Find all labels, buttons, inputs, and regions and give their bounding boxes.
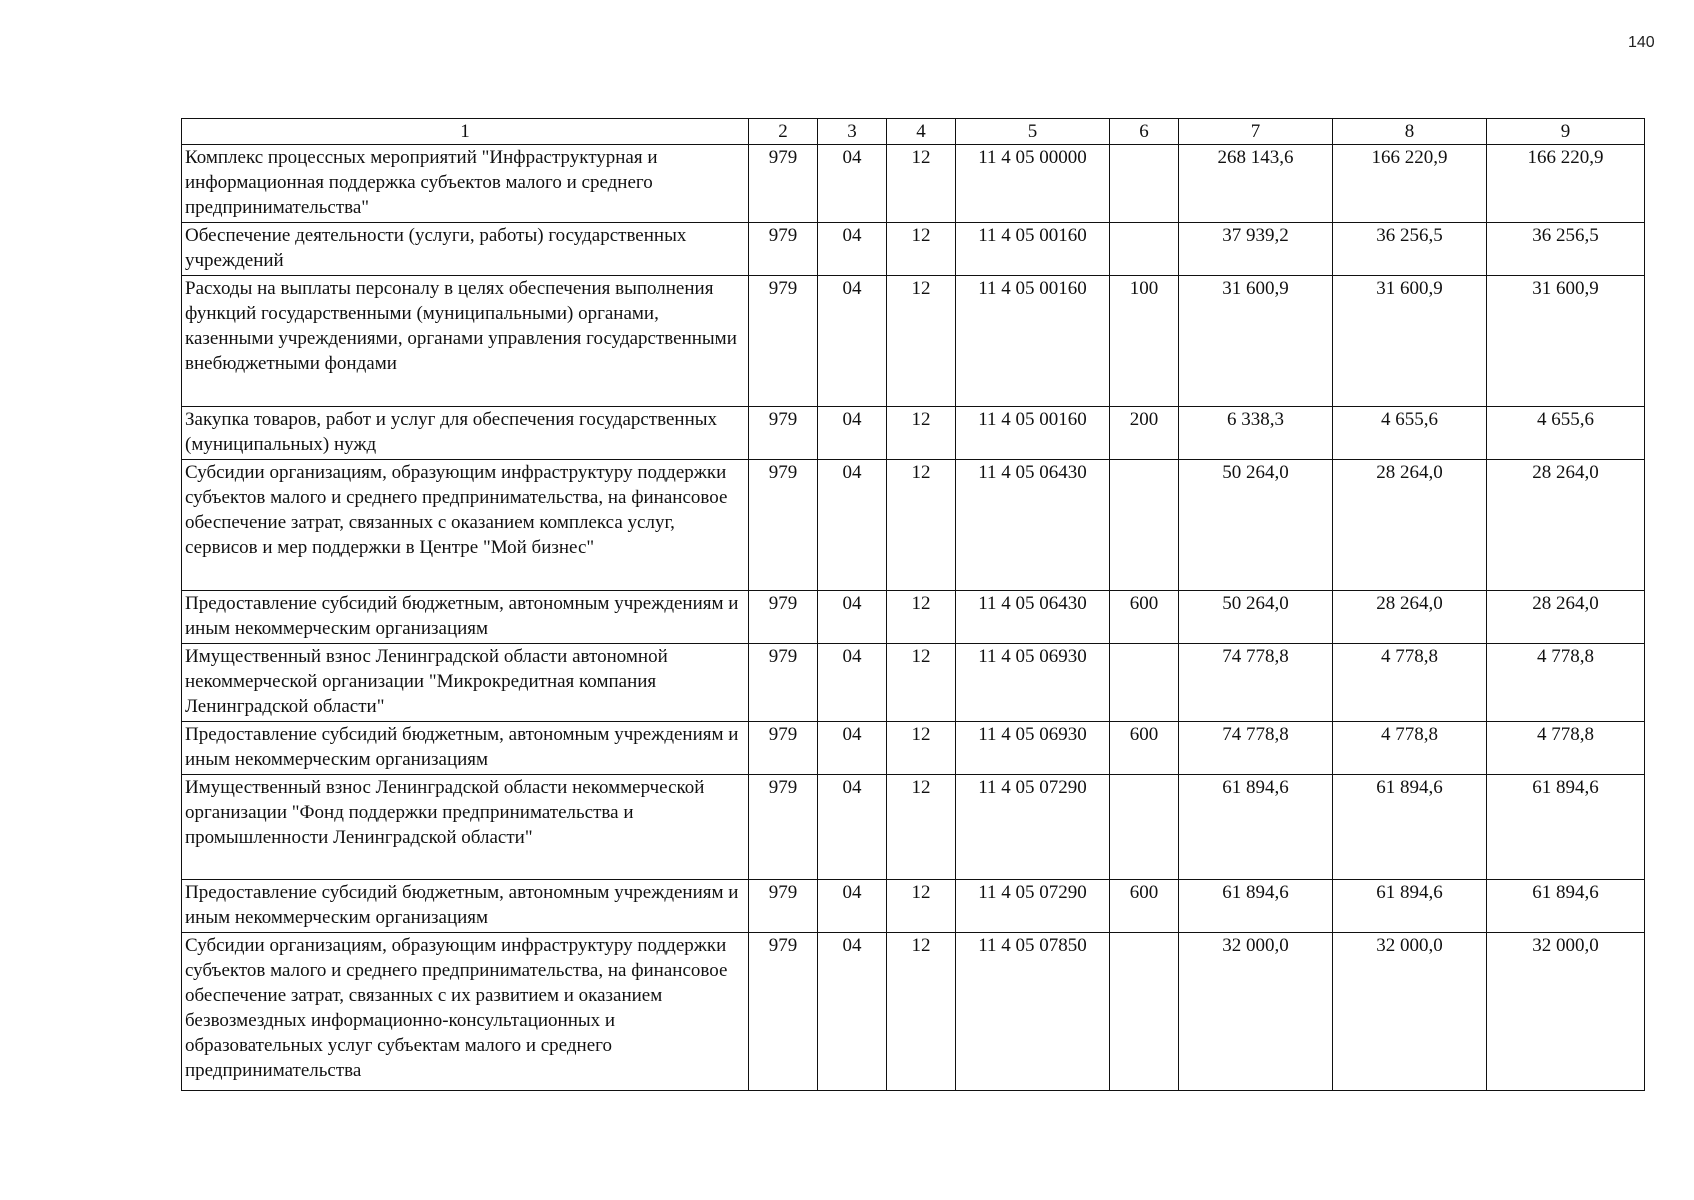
table-row	[182, 276, 1645, 407]
ministry-code: 979	[749, 933, 818, 1091]
section-code: 04	[818, 880, 887, 933]
amount-col9: 61 894,6	[1487, 880, 1645, 933]
amount-col7: 268 143,6	[1179, 145, 1333, 223]
target-article-code: 11 4 05 07850	[956, 933, 1110, 1091]
amount-col9: 31 600,9	[1487, 276, 1645, 407]
table-row	[182, 407, 1645, 460]
amount-col9: 28 264,0	[1487, 591, 1645, 644]
amount-col7: 74 778,8	[1179, 644, 1333, 722]
expense-type-code: 100	[1110, 276, 1179, 407]
table-row	[182, 460, 1645, 591]
section-code: 04	[818, 933, 887, 1091]
section-code: 04	[818, 644, 887, 722]
expense-type-code	[1110, 145, 1179, 223]
expense-name: Предоставление субсидий бюджетным, автономным учреждениям и иным некоммерческим организациям	[182, 722, 749, 775]
page-number: 140	[1628, 34, 1655, 51]
target-article-code: 11 4 05 00160	[956, 407, 1110, 460]
ministry-code: 979	[749, 145, 818, 223]
amount-col7: 50 264,0	[1179, 591, 1333, 644]
amount-col7: 74 778,8	[1179, 722, 1333, 775]
ministry-code: 979	[749, 591, 818, 644]
amount-col7: 50 264,0	[1179, 460, 1333, 591]
amount-col7: 37 939,2	[1179, 223, 1333, 276]
amount-col9: 36 256,5	[1487, 223, 1645, 276]
amount-col8: 31 600,9	[1333, 276, 1487, 407]
table-row	[182, 591, 1645, 644]
target-article-code: 11 4 05 06430	[956, 591, 1110, 644]
amount-col8: 4 655,6	[1333, 407, 1487, 460]
amount-col9: 61 894,6	[1487, 775, 1645, 880]
section-code: 04	[818, 775, 887, 880]
ministry-code: 979	[749, 722, 818, 775]
expense-type-code: 600	[1110, 722, 1179, 775]
ministry-code: 979	[749, 880, 818, 933]
expense-type-code	[1110, 223, 1179, 276]
target-article-code: 11 4 05 00000	[956, 145, 1110, 223]
column-number-header-row	[182, 119, 1645, 145]
amount-col7: 61 894,6	[1179, 775, 1333, 880]
target-article-code: 11 4 05 00160	[956, 276, 1110, 407]
target-article-code: 11 4 05 00160	[956, 223, 1110, 276]
column-header: 7	[1179, 119, 1333, 145]
expense-name: Имущественный взнос Ленинградской области некоммерческой организации "Фонд поддержки предпринимательства и промышленности Ленинградской области"	[182, 775, 749, 880]
table-row	[182, 933, 1645, 1091]
table-row	[182, 145, 1645, 223]
expense-name: Комплекс процессных мероприятий "Инфраструктурная и информационная поддержка субъектов малого и среднего предпринимательства"	[182, 145, 749, 223]
column-header: 4	[887, 119, 956, 145]
subsection-code: 12	[887, 223, 956, 276]
amount-col9: 4 778,8	[1487, 722, 1645, 775]
ministry-code: 979	[749, 276, 818, 407]
target-article-code: 11 4 05 07290	[956, 775, 1110, 880]
amount-col9: 166 220,9	[1487, 145, 1645, 223]
subsection-code: 12	[887, 775, 956, 880]
section-code: 04	[818, 145, 887, 223]
subsection-code: 12	[887, 460, 956, 591]
expense-type-code: 600	[1110, 880, 1179, 933]
section-code: 04	[818, 591, 887, 644]
amount-col7: 31 600,9	[1179, 276, 1333, 407]
amount-col8: 4 778,8	[1333, 644, 1487, 722]
amount-col8: 166 220,9	[1333, 145, 1487, 223]
expense-name: Субсидии организациям, образующим инфраструктуру поддержки субъектов малого и среднего предпринимательства, на финансовое обеспечение затрат, связанных с их развитием и оказанием безвозмездных информационно-консультационных и образовательных услуг субъектам малого и среднего предпринимательства	[182, 933, 749, 1091]
section-code: 04	[818, 460, 887, 591]
column-header: 5	[956, 119, 1110, 145]
column-header: 3	[818, 119, 887, 145]
amount-col8: 36 256,5	[1333, 223, 1487, 276]
budget-table	[181, 118, 1645, 1091]
expense-type-code: 600	[1110, 591, 1179, 644]
table-row	[182, 775, 1645, 880]
amount-col7: 32 000,0	[1179, 933, 1333, 1091]
ministry-code: 979	[749, 644, 818, 722]
ministry-code: 979	[749, 407, 818, 460]
table-row	[182, 223, 1645, 276]
expense-name: Предоставление субсидий бюджетным, автономным учреждениям и иным некоммерческим организациям	[182, 880, 749, 933]
expense-name: Закупка товаров, работ и услуг для обеспечения государственных (муниципальных) нужд	[182, 407, 749, 460]
target-article-code: 11 4 05 07290	[956, 880, 1110, 933]
amount-col8: 32 000,0	[1333, 933, 1487, 1091]
amount-col9: 28 264,0	[1487, 460, 1645, 591]
ministry-code: 979	[749, 223, 818, 276]
table-row	[182, 880, 1645, 933]
amount-col9: 32 000,0	[1487, 933, 1645, 1091]
subsection-code: 12	[887, 880, 956, 933]
expense-name: Имущественный взнос Ленинградской области автономной некоммерческой организации "Микрокредитная компания Ленинградской области"	[182, 644, 749, 722]
section-code: 04	[818, 223, 887, 276]
amount-col8: 61 894,6	[1333, 775, 1487, 880]
column-header: 1	[182, 119, 749, 145]
amount-col7: 61 894,6	[1179, 880, 1333, 933]
ministry-code: 979	[749, 775, 818, 880]
column-header: 6	[1110, 119, 1179, 145]
subsection-code: 12	[887, 933, 956, 1091]
target-article-code: 11 4 05 06930	[956, 722, 1110, 775]
column-header: 2	[749, 119, 818, 145]
amount-col9: 4 778,8	[1487, 644, 1645, 722]
table-row	[182, 644, 1645, 722]
amount-col8: 4 778,8	[1333, 722, 1487, 775]
amount-col8: 61 894,6	[1333, 880, 1487, 933]
section-code: 04	[818, 722, 887, 775]
expense-type-code	[1110, 460, 1179, 591]
subsection-code: 12	[887, 145, 956, 223]
amount-col7: 6 338,3	[1179, 407, 1333, 460]
amount-col8: 28 264,0	[1333, 460, 1487, 591]
expense-type-code	[1110, 644, 1179, 722]
target-article-code: 11 4 05 06430	[956, 460, 1110, 591]
subsection-code: 12	[887, 722, 956, 775]
expense-type-code	[1110, 775, 1179, 880]
expense-name: Расходы на выплаты персоналу в целях обеспечения выполнения функций государственными (муниципальными) органами, казенными учреждениями, органами управления государственными внебюджетными фондами	[182, 276, 749, 407]
section-code: 04	[818, 407, 887, 460]
column-header: 8	[1333, 119, 1487, 145]
section-code: 04	[818, 276, 887, 407]
subsection-code: 12	[887, 276, 956, 407]
table-row	[182, 722, 1645, 775]
expense-name: Субсидии организациям, образующим инфраструктуру поддержки субъектов малого и среднего предпринимательства, на финансовое обеспечение затрат, связанных с оказанием комплекса услуг, сервисов и мер поддержки в Центре "Мой бизнес"	[182, 460, 749, 591]
subsection-code: 12	[887, 407, 956, 460]
expense-name: Предоставление субсидий бюджетным, автономным учреждениям и иным некоммерческим организациям	[182, 591, 749, 644]
expense-type-code	[1110, 933, 1179, 1091]
expense-type-code: 200	[1110, 407, 1179, 460]
amount-col9: 4 655,6	[1487, 407, 1645, 460]
subsection-code: 12	[887, 644, 956, 722]
subsection-code: 12	[887, 591, 956, 644]
amount-col8: 28 264,0	[1333, 591, 1487, 644]
expense-name: Обеспечение деятельности (услуги, работы) государственных учреждений	[182, 223, 749, 276]
target-article-code: 11 4 05 06930	[956, 644, 1110, 722]
ministry-code: 979	[749, 460, 818, 591]
column-header: 9	[1487, 119, 1645, 145]
